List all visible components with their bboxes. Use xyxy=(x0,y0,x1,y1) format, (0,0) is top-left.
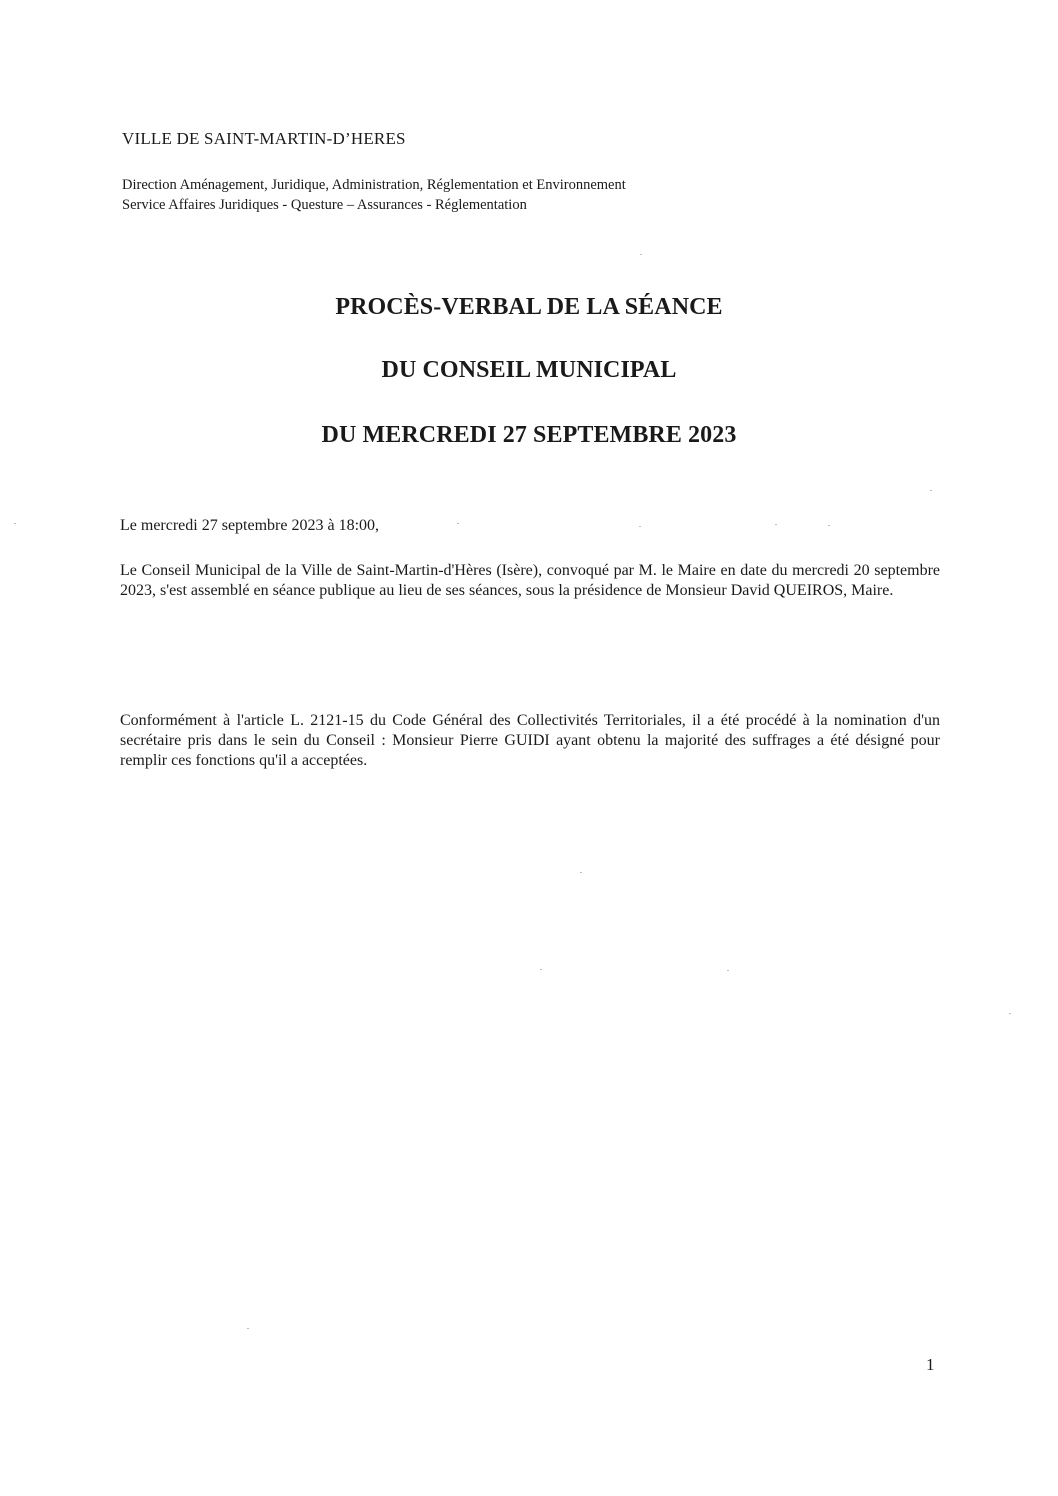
scan-speck xyxy=(775,524,777,525)
convocation-paragraph: Le Conseil Municipal de la Ville de Saint-Martin-d'Hères (Isère), convoqué par M. le Maire en date du mercredi 20 septembre 2023, s'est assemblé en séance publique au lieu de ses séances, sous la présidence de Monsieur David QUEIROS, Maire. xyxy=(120,562,940,599)
document-title-line-1: PROCÈS-VERBAL DE LA SÉANCE xyxy=(335,294,723,320)
scan-speck xyxy=(828,525,830,526)
department-block xyxy=(122,175,626,215)
document-title-line-2: DU CONSEIL MUNICIPAL xyxy=(381,357,677,383)
session-date-line: Le mercredi 27 septembre 2023 à 18:00, xyxy=(120,517,380,534)
scan-speck xyxy=(457,523,459,524)
scan-speck xyxy=(580,872,582,873)
scan-speck xyxy=(727,970,729,971)
document-title-line-3: DU MERCREDI 27 SEPTEMBRE 2023 xyxy=(321,422,737,448)
scan-speck xyxy=(14,523,16,524)
scan-speck xyxy=(639,526,641,527)
scan-speck xyxy=(930,490,932,491)
direction-line: Direction Aménagement, Juridique, Administration, Réglementation et Environnement xyxy=(122,177,626,193)
scan-speck xyxy=(247,1328,249,1329)
scan-speck xyxy=(640,254,642,255)
scan-speck xyxy=(1009,1013,1011,1014)
service-line: Service Affaires Juridiques - Questure – Assurances - Réglementation xyxy=(122,197,527,213)
city-name: VILLE DE SAINT-MARTIN-D’HERES xyxy=(122,129,406,148)
scan-speck xyxy=(540,969,542,970)
secretary-paragraph: Conformément à l'article L. 2121-15 du Code Général des Collectivités Territoriales, il a été procédé à la nomination d'un secrétaire pris dans le sein du Conseil : Monsieur Pierre GUIDI ayant obtenu la majorité des suffrages a été désigné pour remplir ces fonctions qu'il a acceptées. xyxy=(120,712,940,769)
page-number: 1 xyxy=(926,1355,935,1374)
